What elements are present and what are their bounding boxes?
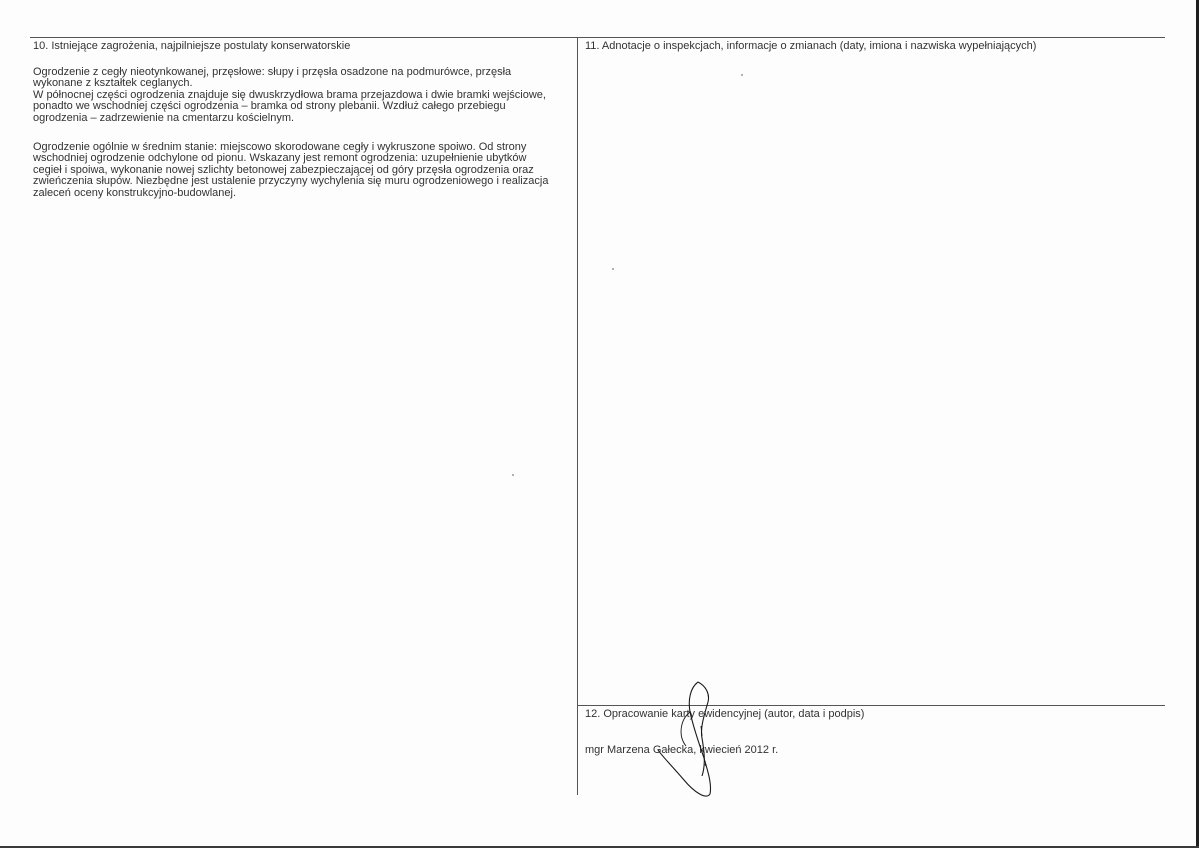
text-line: zwieńczenia słupów. Niezbędne jest ustalenie przyczyny wychylenia się muru ogrodzeniowego i realizacja	[33, 175, 549, 188]
text-line: ponadto we wschodniej części ogrodzenia – bramka od strony plebanii. Wzdłuż całego przebiegu	[33, 100, 506, 113]
column-divider	[577, 37, 578, 795]
text-line: cegieł i spoiwa, wykonanie nowej szlichty betonowej zabezpieczającej od góry przęsła ogrodzenia oraz	[33, 163, 534, 176]
text-line: Ogrodzenie z cegły nieotynkowanej, przęsłowe: słupy i przęsła osadzone na podmurówce, przęsła	[33, 66, 512, 78]
signature	[650, 680, 730, 802]
scan-speck	[612, 268, 614, 270]
text-line: wykonane z kształtek ceglanych.	[33, 77, 193, 90]
section-10-title: 10. Istniejące zagrożenia, najpilniejsze postulaty konserwatorskie	[33, 40, 351, 52]
text-line: W północnej części ogrodzenia znajduje się dwuskrzydłowa brama przejazdowa i dwie bramki wejściowe,	[33, 88, 546, 101]
scan-speck	[512, 474, 514, 476]
section-12-title: 12. Opracowanie karty ewidencyjnej (autor, data i podpis)	[585, 708, 865, 720]
text-line: ogrodzenia – zadrzewienie na cmentarzu kościelnym.	[33, 111, 295, 124]
text-line: zaleceń oceny konstrukcyjno-budowlanej.	[33, 186, 237, 199]
text-line: Ogrodzenie ogólnie w średnim stanie: miejscowo skorodowane cegły i wykruszone spoiwo. Od strony	[33, 141, 527, 153]
author-date: mgr Marzena Gałecka, kwiecień 2012 r.	[585, 744, 779, 756]
text-line: wschodniej ogrodzenie odchylone od pionu. Wskazany jest remont ogrodzenia: uzupełnienie ubytków	[33, 152, 527, 165]
scan-speck	[741, 74, 743, 76]
section-11-title: 11. Adnotacje o inspekcjach, informacje o zmianach (daty, imiona i nazwiska wypełniających)	[585, 40, 1037, 52]
section-10-paragraph-2	[33, 142, 573, 199]
section-10-paragraph-1	[33, 67, 573, 124]
top-rule	[30, 37, 1165, 38]
